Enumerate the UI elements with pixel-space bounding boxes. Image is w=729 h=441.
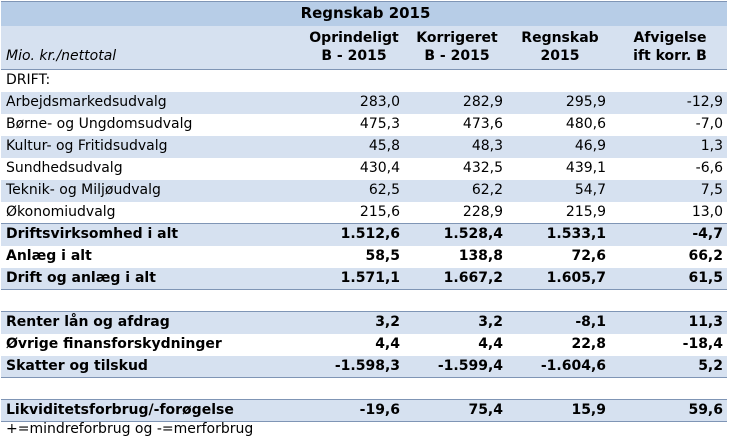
row-label: Anlæg i alt	[1, 246, 301, 268]
cell-corrected: 75,4	[404, 400, 507, 422]
row-label: Børne- og Ungdomsudvalg	[1, 114, 301, 136]
total-row	[1, 268, 727, 290]
cell-deviation: -6,6	[610, 158, 727, 180]
section-label: DRIFT:	[1, 70, 727, 92]
cell-accounts: 439,1	[507, 158, 610, 180]
cell-corrected: -1.599,4	[404, 356, 507, 378]
table-row	[1, 202, 727, 224]
cell-deviation: 66,2	[610, 246, 727, 268]
cell-corrected: 228,9	[404, 202, 507, 224]
cell-deviation: 59,6	[610, 400, 727, 422]
header-deviation	[610, 26, 727, 70]
cell-deviation: -7,0	[610, 114, 727, 136]
table-row	[1, 158, 727, 180]
cell-corrected: 3,2	[404, 312, 507, 334]
cell-deviation: 61,5	[610, 268, 727, 290]
cell-accounts: -1.604,6	[507, 356, 610, 378]
footnote: +=mindreforbrug og -=merforbrug	[6, 421, 254, 437]
cell-deviation: -18,4	[610, 334, 727, 356]
header-original-budget-line2: B - 2015	[321, 48, 387, 64]
row-label: Øvrige finansforskydninger	[1, 334, 301, 356]
finance-row	[1, 356, 727, 378]
table-row	[1, 136, 727, 158]
cell-original: -1.598,3	[301, 356, 404, 378]
cell-deviation: 13,0	[610, 202, 727, 224]
header-original-budget	[301, 26, 404, 70]
finance-row	[1, 334, 727, 356]
header-row	[1, 26, 727, 70]
total-row	[1, 224, 727, 246]
header-deviation-line1: Afvigelse	[633, 30, 707, 46]
table-row	[1, 114, 727, 136]
header-deviation-line2: ift korr. B	[633, 48, 707, 64]
cell-original: -19,6	[301, 400, 404, 422]
total-row	[1, 246, 727, 268]
cell-accounts: 1.605,7	[507, 268, 610, 290]
cell-corrected: 1.528,4	[404, 224, 507, 246]
cell-deviation: -12,9	[610, 92, 727, 114]
row-label: Likviditetsforbrug/-forøgelse	[1, 400, 301, 422]
cell-original: 475,3	[301, 114, 404, 136]
header-corrected-budget-line2: B - 2015	[424, 48, 490, 64]
cell-corrected: 1.667,2	[404, 268, 507, 290]
cell-original: 215,6	[301, 202, 404, 224]
header-accounts	[507, 26, 610, 70]
cell-deviation: 11,3	[610, 312, 727, 334]
cell-corrected: 432,5	[404, 158, 507, 180]
cell-accounts: 54,7	[507, 180, 610, 202]
title-row	[1, 2, 727, 26]
cell-original: 58,5	[301, 246, 404, 268]
spacer-cell	[1, 290, 727, 312]
row-label: Kultur- og Fritidsudvalg	[1, 136, 301, 158]
cell-accounts: 295,9	[507, 92, 610, 114]
row-label: Sundhedsudvalg	[1, 158, 301, 180]
cell-corrected: 48,3	[404, 136, 507, 158]
cell-original: 62,5	[301, 180, 404, 202]
cell-original: 430,4	[301, 158, 404, 180]
unit-label: Mio. kr./nettotal	[1, 26, 301, 70]
row-label: Driftsvirksomhed i alt	[1, 224, 301, 246]
spacer-row	[1, 378, 727, 400]
cell-original: 3,2	[301, 312, 404, 334]
cell-corrected: 282,9	[404, 92, 507, 114]
header-corrected-budget-line1: Korrigeret	[416, 30, 498, 46]
cell-deviation: 5,2	[610, 356, 727, 378]
cell-corrected: 62,2	[404, 180, 507, 202]
header-original-budget-line1: Oprindeligt	[309, 30, 399, 46]
cell-corrected: 4,4	[404, 334, 507, 356]
row-label: Drift og anlæg i alt	[1, 268, 301, 290]
cell-accounts: 215,9	[507, 202, 610, 224]
spacer-row	[1, 290, 727, 312]
row-label: Skatter og tilskud	[1, 356, 301, 378]
cell-original: 1.512,6	[301, 224, 404, 246]
header-corrected-budget	[404, 26, 507, 70]
cell-accounts: 22,8	[507, 334, 610, 356]
cell-accounts: 480,6	[507, 114, 610, 136]
cell-deviation: -4,7	[610, 224, 727, 246]
cell-original: 45,8	[301, 136, 404, 158]
cell-accounts: 46,9	[507, 136, 610, 158]
spacer-cell	[1, 378, 727, 400]
cell-accounts: 15,9	[507, 400, 610, 422]
row-label: Teknik- og Miljøudvalg	[1, 180, 301, 202]
table-title: Regnskab 2015	[1, 2, 727, 26]
cell-accounts: 72,6	[507, 246, 610, 268]
cell-original: 4,4	[301, 334, 404, 356]
table-row	[1, 92, 727, 114]
section-row	[1, 70, 727, 92]
header-accounts-line2: 2015	[540, 48, 580, 64]
cell-original: 1.571,1	[301, 268, 404, 290]
cell-accounts: -8,1	[507, 312, 610, 334]
row-label: Renter lån og afdrag	[1, 312, 301, 334]
cell-original: 283,0	[301, 92, 404, 114]
cell-accounts: 1.533,1	[507, 224, 610, 246]
finance-row	[1, 312, 727, 334]
row-label: Økonomiudvalg	[1, 202, 301, 224]
table-row	[1, 180, 727, 202]
cell-deviation: 1,3	[610, 136, 727, 158]
cell-corrected: 138,8	[404, 246, 507, 268]
cell-deviation: 7,5	[610, 180, 727, 202]
row-label: Arbejdsmarkedsudvalg	[1, 92, 301, 114]
header-accounts-line1: Regnskab	[521, 30, 599, 46]
cell-corrected: 473,6	[404, 114, 507, 136]
budget-table	[1, 1, 727, 422]
